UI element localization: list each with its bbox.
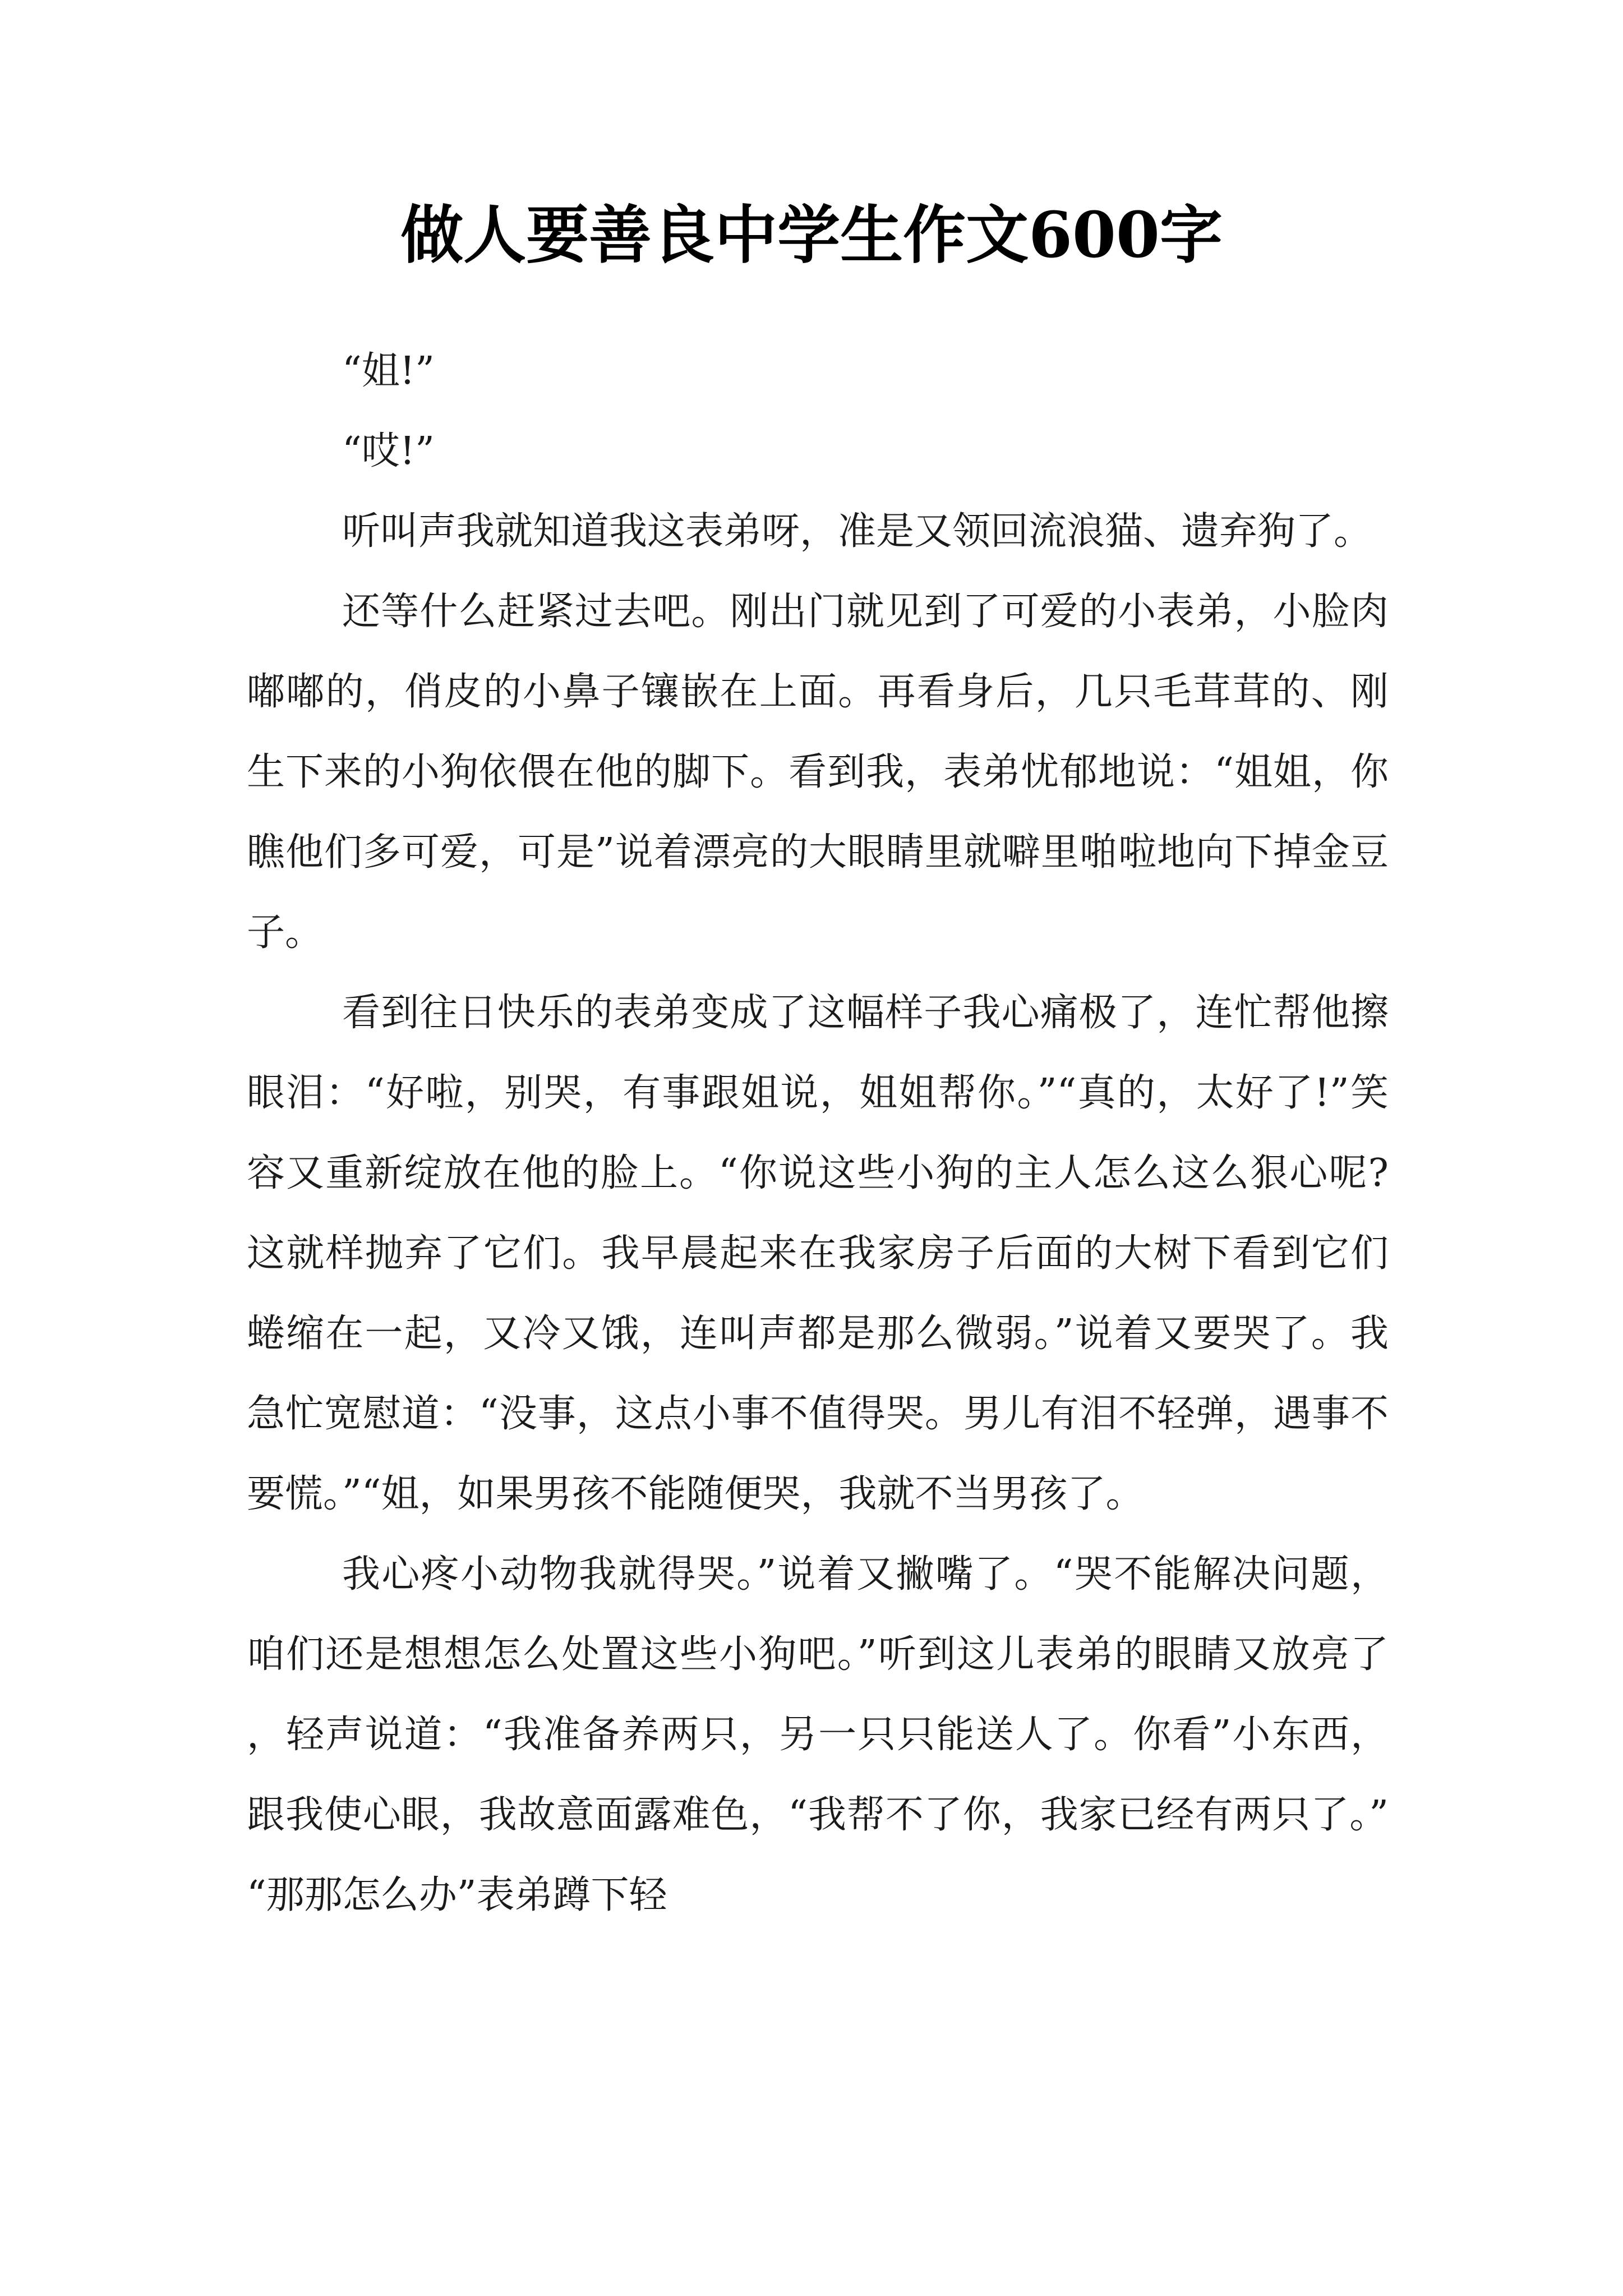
- document-title: 做人要善良中学生作文600字: [400, 199, 1223, 272]
- paragraph: 还等什么赶紧过去吧。刚出门就见到了可爱的小表弟，小脸肉嘟嘟的，俏皮的小鼻子镶嵌在上面。再看身后，几只毛茸茸的、刚生下来的小狗依偎在他的脚下。看到我，表弟忧郁地说：“姐姐，你瞧他们多可爱，可是”说着漂亮的大眼睛里就噼里啪啦地向下掉金豆子。: [247, 590, 1389, 955]
- paragraph: 我心疼小动物我就得哭。”说着又撇嘴了。“哭不能解决问题，咱们还是想想怎么处置这些小狗吧。”听到这儿表弟的眼睛又放亮了，轻声说道：“我准备养两只，另一只只能送人了。你看”小东西，跟我使心眼，我故意面露难色，“我帮不了你，我家已经有两只了。”“那那怎么办”表弟蹲下轻: [247, 1552, 1389, 1917]
- document-body: [247, 331, 1389, 1935]
- paragraph: “姐!”: [342, 349, 435, 393]
- paragraph: 听叫声我就知道我这表弟呀，准是又领回流浪猫、遗弃狗了。: [342, 509, 1372, 554]
- paragraph: 看到往日快乐的表弟变成了这幅样子我心痛极了，连忙帮他擦眼泪：“好啦，别哭，有事跟姐说，姐姐帮你。”“真的，太好了!”笑容又重新绽放在他的脸上。“你说这些小狗的主人怎么这么狠心呢?这就样抛弃了它们。我早晨起来在我家房子后面的大树下看到它们蜷缩在一起，又冷又饿，连叫声都是那么微弱。”说着又要哭了。我急忙宽慰道：“没事，这点小事不值得哭。男儿有泪不轻弹，遇事不要慌。”“姐，如果男孩不能随便哭，我就不当男孩了。: [247, 991, 1389, 1516]
- paragraph: “哎!”: [342, 429, 435, 473]
